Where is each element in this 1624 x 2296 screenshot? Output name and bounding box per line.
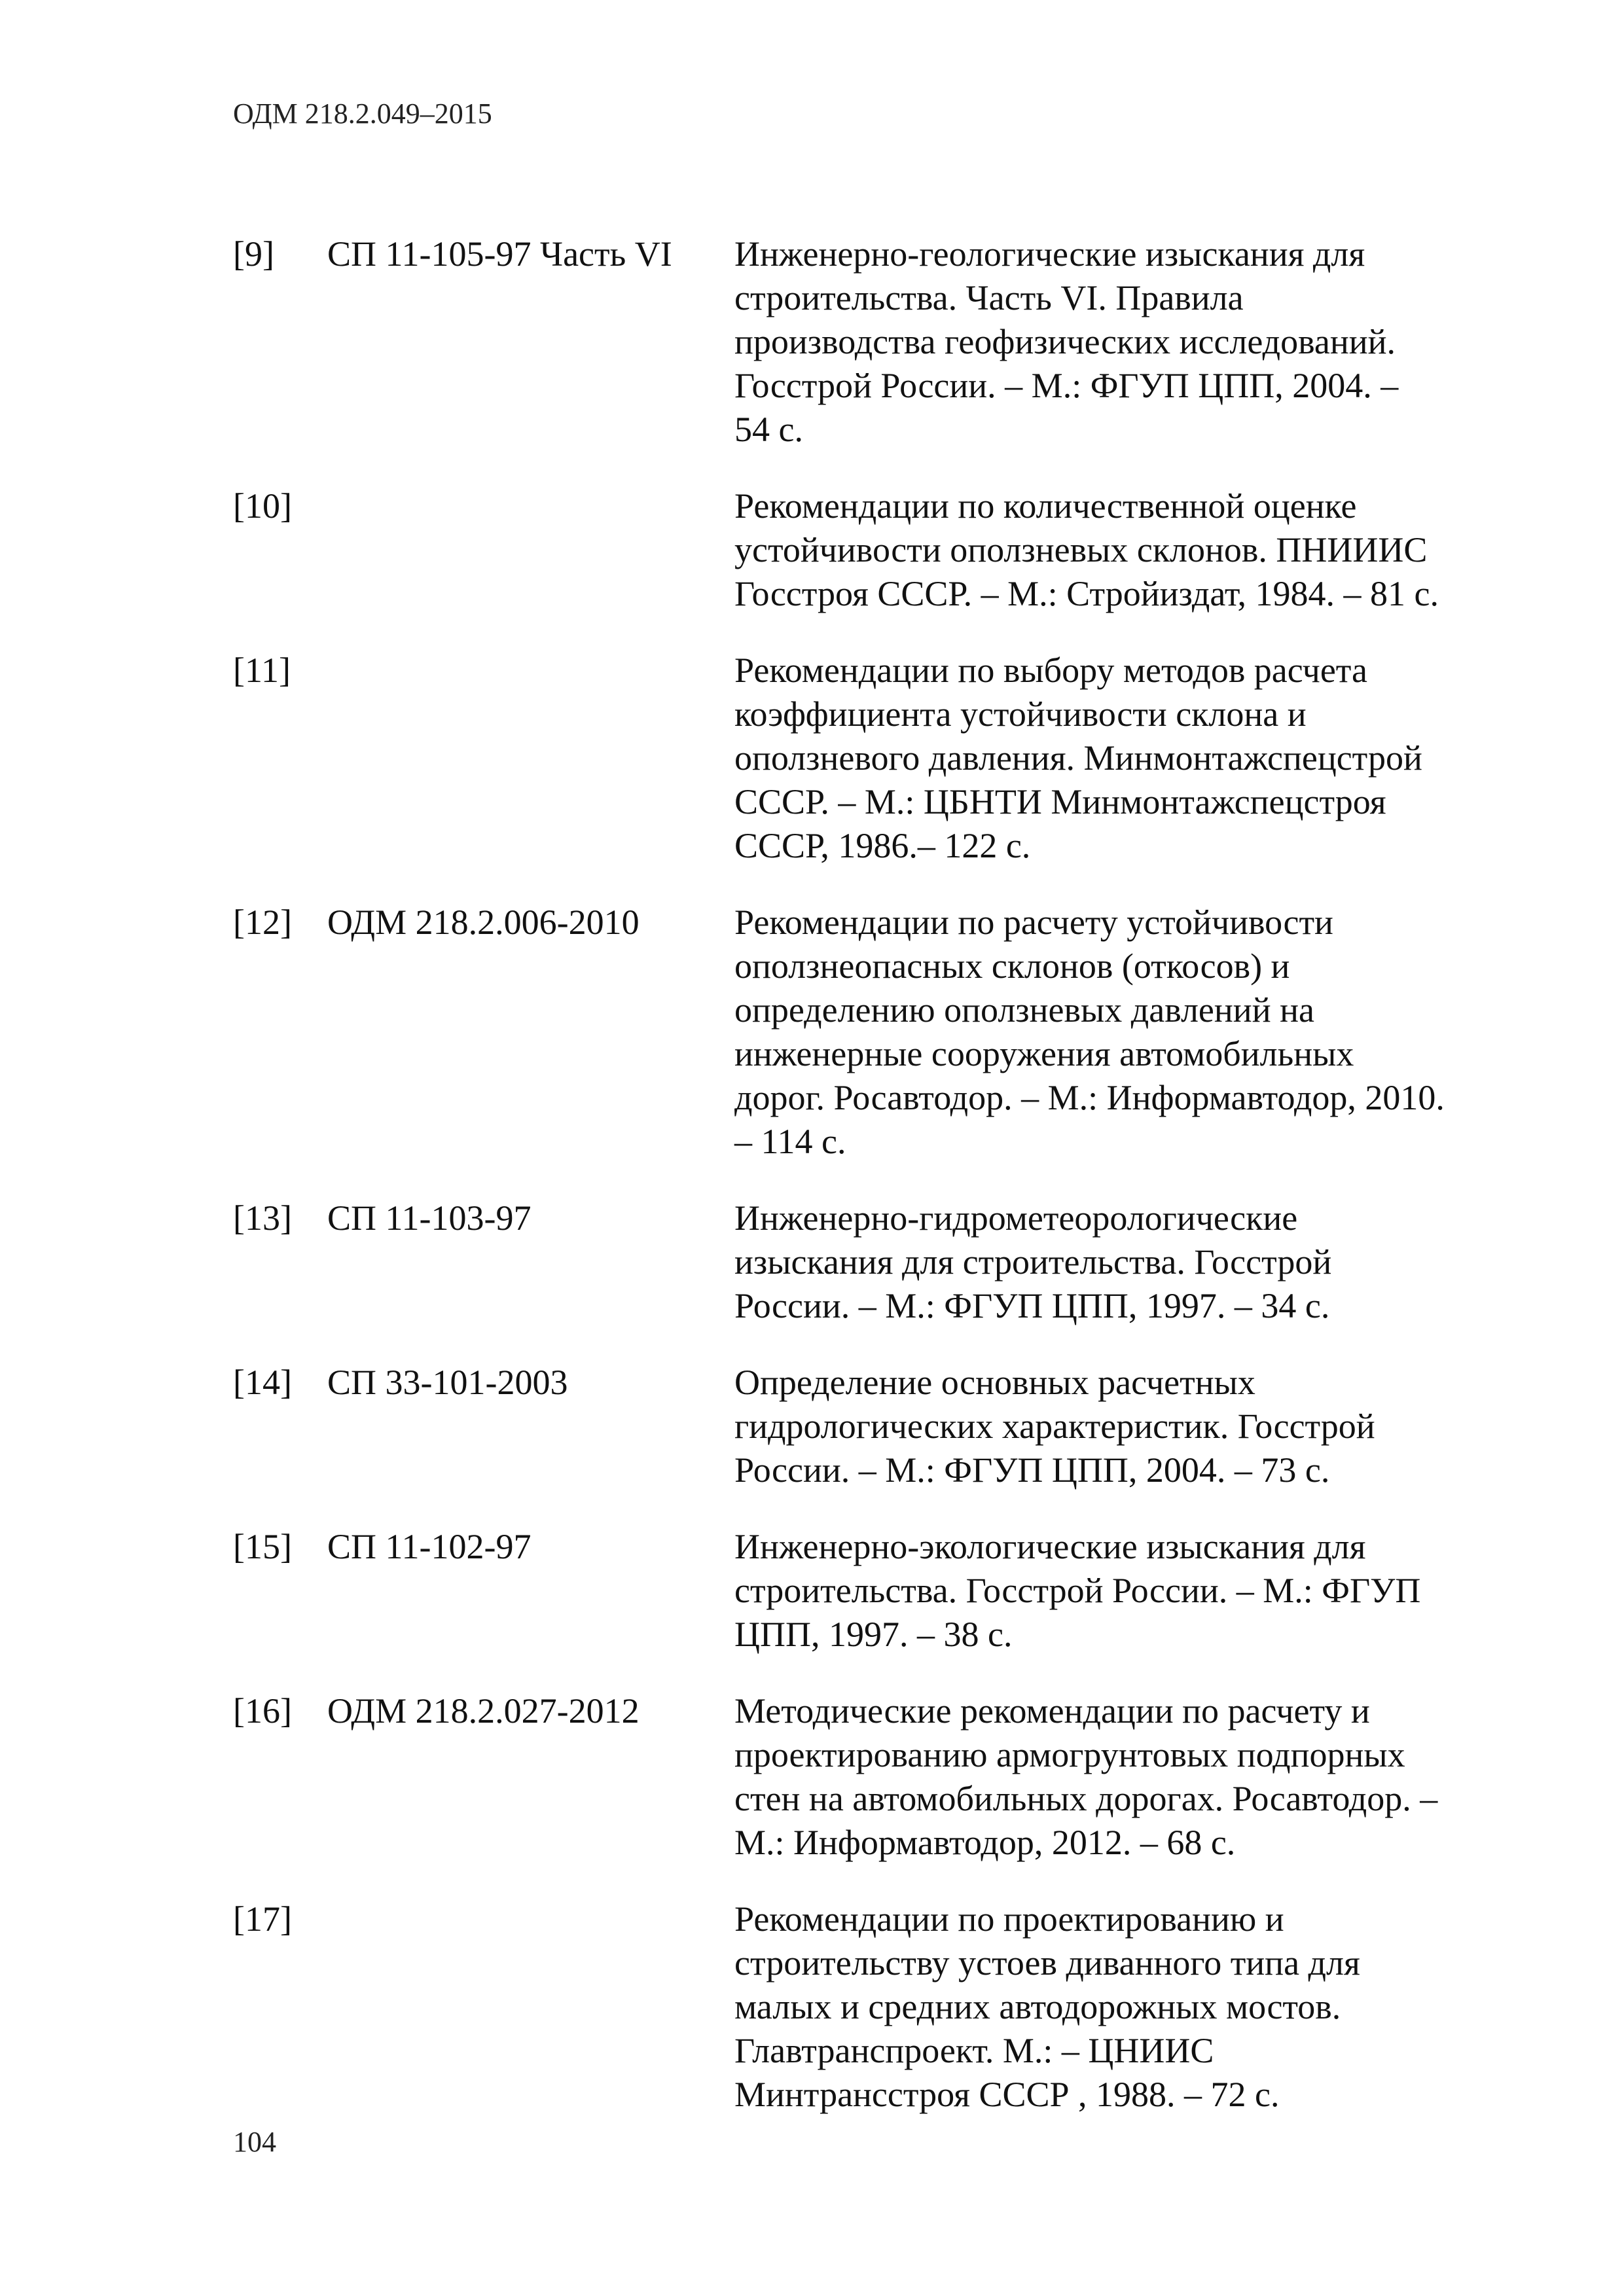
reference-description [734, 1361, 1520, 1492]
description-line: проектированию армогрунтовых подпорных [734, 1735, 1405, 1774]
reference-description [734, 1689, 1520, 1865]
reference-description [734, 649, 1520, 868]
description-line: Госстрой России. – М.: ФГУП ЦПП, 2004. – [734, 366, 1399, 405]
reference-number: [9] [233, 234, 274, 274]
reference-number: [10] [233, 486, 292, 526]
page-number: 104 [233, 2126, 276, 2158]
reference-description [734, 1196, 1520, 1328]
description-line: – 114 с. [734, 1122, 846, 1161]
description-line: М.: Информавтодор, 2012. – 68 с. [734, 1823, 1236, 1862]
description-line: коэффициента устойчивости склона и [734, 694, 1307, 734]
description-line: определению оползневых давлений на [734, 990, 1314, 1030]
reference-number: [15] [233, 1527, 292, 1566]
description-line: устойчивости оползневых склонов. ПНИИИС [734, 530, 1428, 569]
reference-item [233, 484, 1529, 616]
description-line: гидрологических характеристик. Госстрой [734, 1407, 1375, 1446]
reference-item [233, 649, 1529, 868]
reference-number: [14] [233, 1363, 292, 1402]
description-line: дорог. Росавтодор. – М.: Информавтодор, 2010. [734, 1078, 1445, 1117]
description-line: малых и средних автодорожных мостов. [734, 1987, 1341, 2026]
description-line: России. – М.: ФГУП ЦПП, 2004. – 73 с. [734, 1450, 1330, 1490]
reference-item [233, 901, 1529, 1164]
description-line: Определение основных расчетных [734, 1363, 1255, 1402]
reference-code: СП 33-101-2003 [327, 1363, 568, 1402]
description-line: Инженерно-экологические изыскания для [734, 1527, 1366, 1566]
description-line: Минтрансстроя СССР , 1988. – 72 с. [734, 2075, 1280, 2114]
description-line: России. – М.: ФГУП ЦПП, 1997. – 34 с. [734, 1286, 1330, 1325]
reference-description [734, 901, 1520, 1164]
reference-number: [16] [233, 1691, 292, 1731]
reference-code: СП 11-105-97 Часть VI [327, 234, 672, 274]
reference-description [734, 232, 1520, 452]
reference-description [734, 484, 1520, 616]
description-line: Главтранспроект. М.: – ЦНИИС [734, 2031, 1214, 2070]
reference-number: [12] [233, 903, 292, 942]
reference-item [233, 1689, 1529, 1865]
reference-description [734, 1525, 1520, 1657]
description-line: Рекомендации по расчету устойчивости [734, 903, 1333, 942]
reference-item [233, 232, 1529, 452]
document-header: ОДМ 218.2.049–2015 [233, 98, 492, 130]
description-line: Методические рекомендации по расчету и [734, 1691, 1370, 1731]
reference-code: СП 11-102-97 [327, 1527, 532, 1566]
description-line: Рекомендации по количественной оценке [734, 486, 1357, 526]
reference-code: СП 11-103-97 [327, 1198, 532, 1238]
reference-item [233, 1897, 1529, 2117]
reference-number: [13] [233, 1198, 292, 1238]
reference-list [233, 232, 1529, 2117]
description-line: Рекомендации по выбору методов расчета [734, 651, 1368, 690]
description-line: Инженерно-геологические изыскания для [734, 234, 1365, 274]
description-line: СССР. – М.: ЦБНТИ Минмонтажспецстроя [734, 782, 1386, 821]
description-line: СССР, 1986.– 122 с. [734, 826, 1031, 865]
reference-description [734, 1897, 1520, 2117]
description-line: ЦПП, 1997. – 38 с. [734, 1615, 1013, 1654]
reference-item [233, 1196, 1529, 1328]
description-line: оползневого давления. Минмонтажспецстрой [734, 738, 1422, 778]
reference-item [233, 1525, 1529, 1657]
description-line: оползнеопасных склонов (откосов) и [734, 946, 1290, 986]
description-line: Госстроя СССР. – М.: Стройиздат, 1984. – 81 с. [734, 574, 1439, 613]
description-line: стен на автомобильных дорогах. Росавтодор. – [734, 1779, 1438, 1818]
description-line: Рекомендации по проектированию и [734, 1899, 1284, 1939]
description-line: 54 с. [734, 410, 803, 449]
reference-number: [17] [233, 1899, 292, 1939]
description-line: производства геофизических исследований. [734, 322, 1396, 361]
reference-item [233, 1361, 1529, 1492]
reference-number: [11] [233, 651, 291, 690]
description-line: Инженерно-гидрометеорологические [734, 1198, 1298, 1238]
description-line: строительству устоев диванного типа для [734, 1943, 1360, 1982]
reference-code: ОДМ 218.2.006-2010 [327, 903, 640, 942]
description-line: изыскания для строительства. Госстрой [734, 1242, 1332, 1282]
description-line: инженерные сооружения автомобильных [734, 1034, 1354, 1073]
description-line: строительства. Госстрой России. – М.: ФГУП [734, 1571, 1421, 1610]
description-line: строительства. Часть VI. Правила [734, 278, 1244, 317]
reference-code: ОДМ 218.2.027-2012 [327, 1691, 640, 1731]
